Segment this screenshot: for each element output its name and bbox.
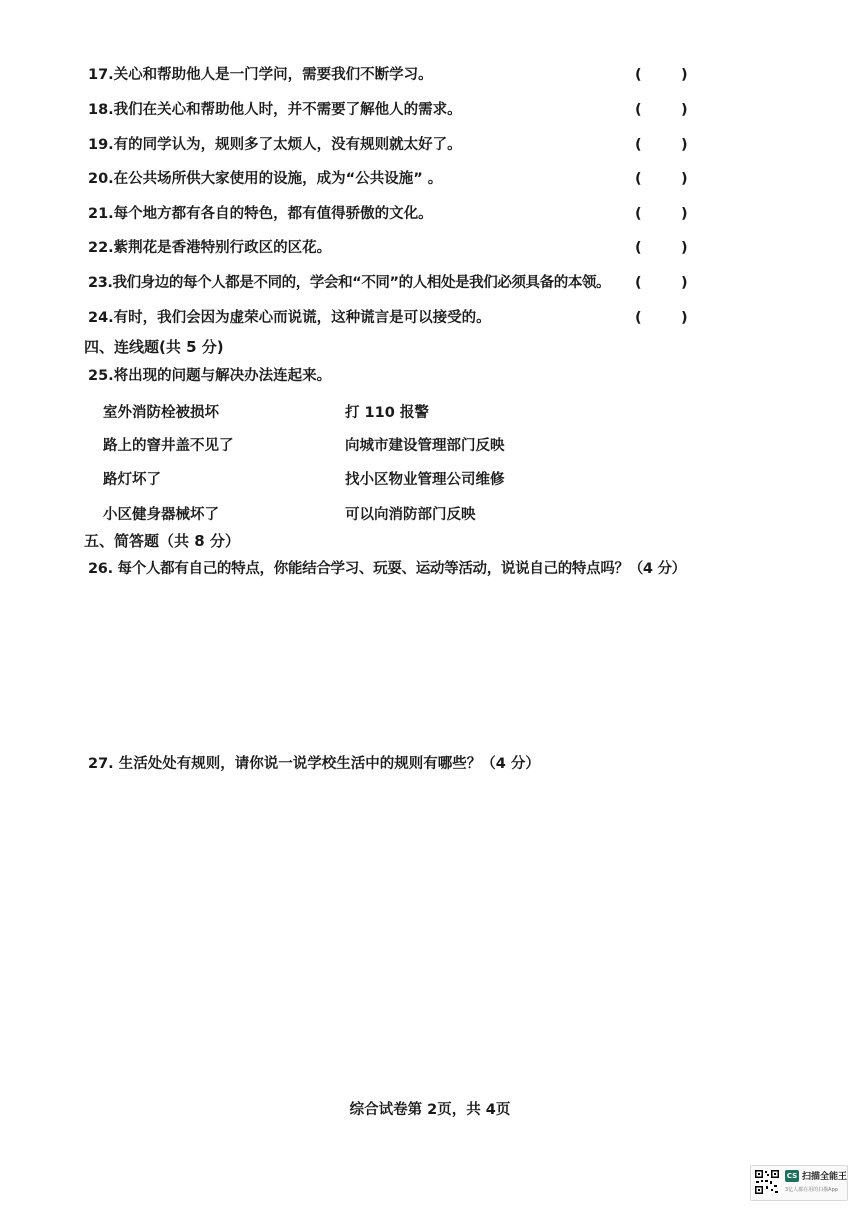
answer-paren-close: ) bbox=[681, 137, 688, 153]
answer-paren-open: ( bbox=[635, 67, 642, 83]
answer-paren-open: ( bbox=[635, 240, 642, 256]
qr-code-icon bbox=[754, 1169, 780, 1195]
scanner-watermark bbox=[750, 1165, 848, 1201]
scanner-brand: 扫描全能王 bbox=[802, 1172, 848, 1182]
answer-paren-close: ) bbox=[681, 206, 688, 222]
answer-paren-close: ) bbox=[681, 240, 688, 256]
matching-question-25: 25.将出现的问题与解决办法连起来。 bbox=[88, 368, 332, 384]
match-right-item: 找小区物业管理公司维修 bbox=[345, 472, 505, 488]
answer-paren-close: ) bbox=[681, 102, 688, 118]
question-text: 19.有的同学认为，规则多了太烦人，没有规则就太好了。 bbox=[88, 137, 462, 153]
match-left-item: 室外消防栓被损坏 bbox=[103, 405, 219, 421]
match-left-item: 小区健身器械坏了 bbox=[103, 507, 219, 523]
answer-paren-open: ( bbox=[635, 102, 642, 118]
answer-paren-close: ) bbox=[681, 310, 688, 326]
page-footer: 综合试卷第 2页，共 4页 bbox=[349, 1102, 511, 1118]
answer-paren-open: ( bbox=[635, 137, 642, 153]
section-5-title: 五、简答题（共 8 分） bbox=[84, 532, 240, 550]
scanner-slogan: 3亿人都在用的扫描App bbox=[785, 1187, 838, 1193]
tf-question-17 bbox=[88, 62, 698, 88]
short-answer-question-26: 26. 每个人都有自己的特点，你能结合学习、玩耍、运动等活动，说说自己的特点吗？（4 分） bbox=[88, 561, 686, 577]
question-text: 23.我们身边的每个人都是不同的，学会和“不同”的人相处是我们必须具备的本领。 bbox=[88, 275, 611, 291]
match-right-item: 打 110 报警 bbox=[345, 405, 429, 421]
tf-question-18 bbox=[88, 97, 698, 123]
tf-question-23 bbox=[88, 270, 698, 296]
answer-paren-close: ) bbox=[681, 275, 688, 291]
question-text: 21.每个地方都有各自的特色，都有值得骄傲的文化。 bbox=[88, 206, 433, 222]
answer-paren-open: ( bbox=[635, 171, 642, 187]
question-text: 17.关心和帮助他人是一门学问，需要我们不断学习。 bbox=[88, 67, 433, 83]
tf-question-20 bbox=[88, 166, 698, 192]
answer-paren-open: ( bbox=[635, 310, 642, 326]
answer-paren-close: ) bbox=[681, 171, 688, 187]
tf-question-19 bbox=[88, 132, 698, 158]
match-left-item: 路上的窨井盖不见了 bbox=[103, 438, 234, 454]
answer-paren-open: ( bbox=[635, 275, 642, 291]
tf-question-24 bbox=[88, 305, 698, 331]
answer-paren-close: ) bbox=[681, 67, 688, 83]
answer-paren-open: ( bbox=[635, 206, 642, 222]
tf-question-21 bbox=[88, 201, 698, 227]
question-text: 18.我们在关心和帮助他人时，并不需要了解他人的需求。 bbox=[88, 102, 462, 118]
match-right-item: 可以向消防部门反映 bbox=[345, 507, 476, 523]
short-answer-question-27: 27. 生活处处有规则，请你说一说学校生活中的规则有哪些？（4 分） bbox=[88, 756, 540, 772]
scanner-logo: CS bbox=[786, 1172, 798, 1180]
match-left-item: 路灯坏了 bbox=[103, 472, 161, 488]
question-text: 24.有时，我们会因为虚荣心而说谎，这种谎言是可以接受的。 bbox=[88, 310, 491, 326]
tf-question-22 bbox=[88, 235, 698, 261]
question-text: 20.在公共场所供大家使用的设施，成为“公共设施” 。 bbox=[88, 171, 443, 187]
question-text: 22.紫荆花是香港特别行政区的区花。 bbox=[88, 240, 332, 256]
match-right-item: 向城市建设管理部门反映 bbox=[345, 438, 505, 454]
section-4-title: 四、连线题(共 5 分) bbox=[84, 338, 224, 356]
